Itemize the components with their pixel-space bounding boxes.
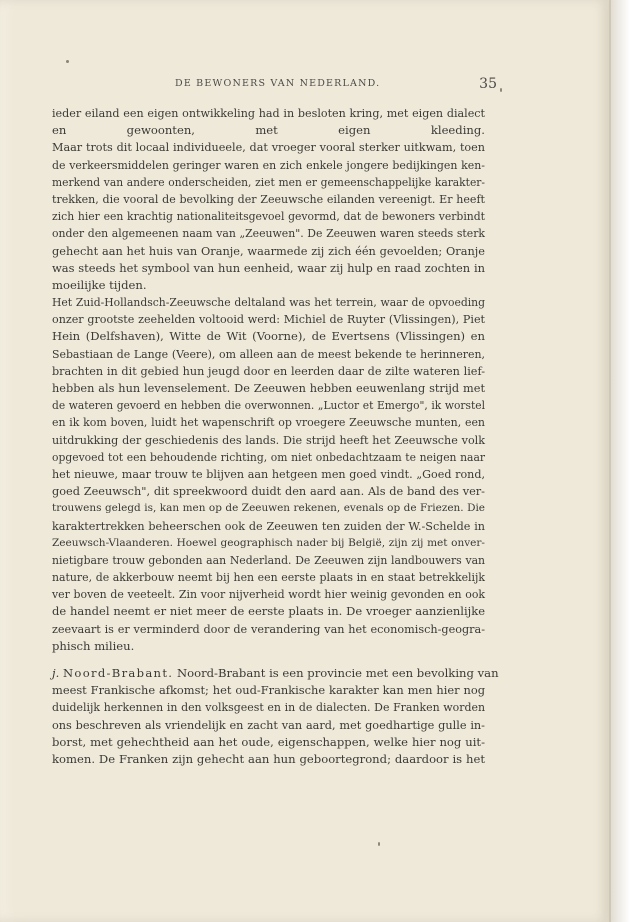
- text-line: merkend van andere onderscheiden, ziet men er gemeenschappelijke karakter-: [52, 175, 485, 189]
- section-title: Noord-Brabant.: [62, 666, 174, 680]
- text-line: hebben als hun levenselement. De Zeeuwen hebben eeuwenlang strijd met: [52, 382, 485, 395]
- text-line: gehecht aan het huis van Oranje, waarmede zij zich één gevoelden; Oranje: [52, 243, 485, 258]
- text-line: onzer grootste zeehelden voltooid werd: Michiel de Ruyter (Vlissingen), Piet: [52, 313, 485, 327]
- text-line: Sebastiaan de Lange (Veere), om alleen aan de meest bekende te herinneren,: [52, 347, 485, 361]
- ink-speck-dot: [66, 60, 69, 63]
- section-spacer: [52, 655, 485, 665]
- text-line: het nieuwe, maar trouw te blijven aan hetgeen men goed vindt. „Goed rond,: [52, 467, 485, 481]
- text-line: duidelijk herkennen in den volksgeest en in de dialecten. De Franken worden: [52, 701, 485, 715]
- page-number: 35: [479, 76, 497, 92]
- section-label: j.: [52, 666, 60, 680]
- text-line: moeilijke tijden.: [52, 277, 147, 292]
- text-line: brachten in dit gebied hun jeugd door en leerden daar de zilte wateren lief-: [52, 364, 485, 378]
- text-line: zich hier een krachtig nationaliteitsgevoel gevormd, dat de bewoners verbindt: [52, 210, 485, 224]
- text-line: opgevoed tot een behoudende richting, om niet onbedachtzaam te neigen naar: [52, 450, 485, 464]
- text-line: goed Zeeuwsch", dit spreekwoord duidt den aard aan. Als de band des ver-: [52, 485, 485, 499]
- text-line: trouwens gelegd is, kan men op de Zeeuwen rekenen, evenals op de Friezen. Die: [52, 502, 485, 515]
- text-line: Maar trots dit locaal individueele, dat vroeger vooral sterker uitkwam, toen: [52, 141, 485, 155]
- text-line: onder den algemeenen naam van „Zeeuwen". De Zeeuwen waren steeds sterk: [52, 227, 485, 241]
- text-line: de wateren gevoerd en hebben die overwonnen. „Luctor et Emergo", ik worstel: [52, 399, 485, 413]
- text-line: trekken, die vooral de bevolking der Zeeuwsche eilanden vereenigt. Er heeft: [52, 192, 485, 206]
- text-line: Het Zuid-Hollandsch-Zeeuwsche deltaland was het terrein, waar de opvoeding: [52, 296, 485, 310]
- text-line: nietigbare trouw gebonden aan Nederland. De Zeeuwen zijn landbouwers van: [52, 553, 485, 567]
- page-header: [52, 77, 497, 93]
- section-first-line-text: Noord-Brabant is een provincie met een bevolking van: [176, 666, 499, 680]
- text-line: was steeds het symbool van hun eenheid, waar zij hulp en raad zochten in: [52, 260, 485, 275]
- paragraph: [52, 294, 485, 655]
- text-line: de verkeersmiddelen geringer waren en zich enkele jongere bedijkingen ken-: [52, 158, 485, 172]
- text-line: en ik kom boven, luidt het wapenschrift op vroegere Zeeuwsche munten, een: [52, 416, 485, 430]
- text-line: uitdrukking der geschiedenis des lands. Die strijd heeft het Zeeuwsche volk: [52, 433, 485, 447]
- section-noord-brabant: [52, 665, 499, 768]
- text-line: nature, de akkerbouw neemt bij hen een eerste plaats in en staat betrekkelijk: [52, 571, 485, 585]
- text-line: de handel neemt er niet meer de eerste plaats in. De vroeger aanzienlijke: [52, 604, 485, 619]
- text-line: ieder eiland een eigen ontwikkeling had in besloten kring, met eigen dialect: [52, 107, 485, 120]
- section-lines: [52, 682, 485, 768]
- text-line: komen. De Franken zijn gehecht aan hun geboortegrond; daardoor is het: [52, 751, 485, 766]
- text-line: karaktertrekken beheerschen ook de Zeeuwen ten zuiden der W.-Schelde in: [52, 519, 485, 533]
- text-line: [52, 665, 499, 682]
- ink-speck-dot: [500, 88, 502, 92]
- ink-speck-dot: [378, 842, 380, 846]
- scan-edge-shadow: [611, 0, 630, 922]
- body-text: [52, 105, 499, 768]
- text-line: zeevaart is er verminderd door de verandering van het economisch-geogra-: [52, 622, 485, 636]
- running-head: DE BEWONERS VAN NEDERLAND.: [175, 78, 381, 89]
- text-line: meest Frankische afkomst; het oud-Frankische karakter kan men hier nog: [52, 683, 485, 698]
- text-line: Hein (Delfshaven), Witte de Wit (Voorne), de Evertsens (Vlissingen) en: [52, 329, 485, 344]
- text-line: Zeeuwsch-Vlaanderen. Hoewel geographisch nader bij België, zijn zij met onver-: [52, 536, 485, 549]
- text-line: en gewoonten, met eigen kleeding.: [52, 123, 485, 138]
- text-line: phisch milieu.: [52, 638, 135, 653]
- text-line: borst, met gehechtheid aan het oude, eigenschappen, welke hier nog uit-: [52, 734, 485, 749]
- text-line: ons beschreven als vriendelijk en zacht van aard, met goedhartige gulle in-: [52, 718, 485, 732]
- text-line: ver boven de veeteelt. Zin voor nijverheid wordt hier weinig gevonden en ook: [52, 588, 485, 602]
- paragraph: [52, 105, 485, 294]
